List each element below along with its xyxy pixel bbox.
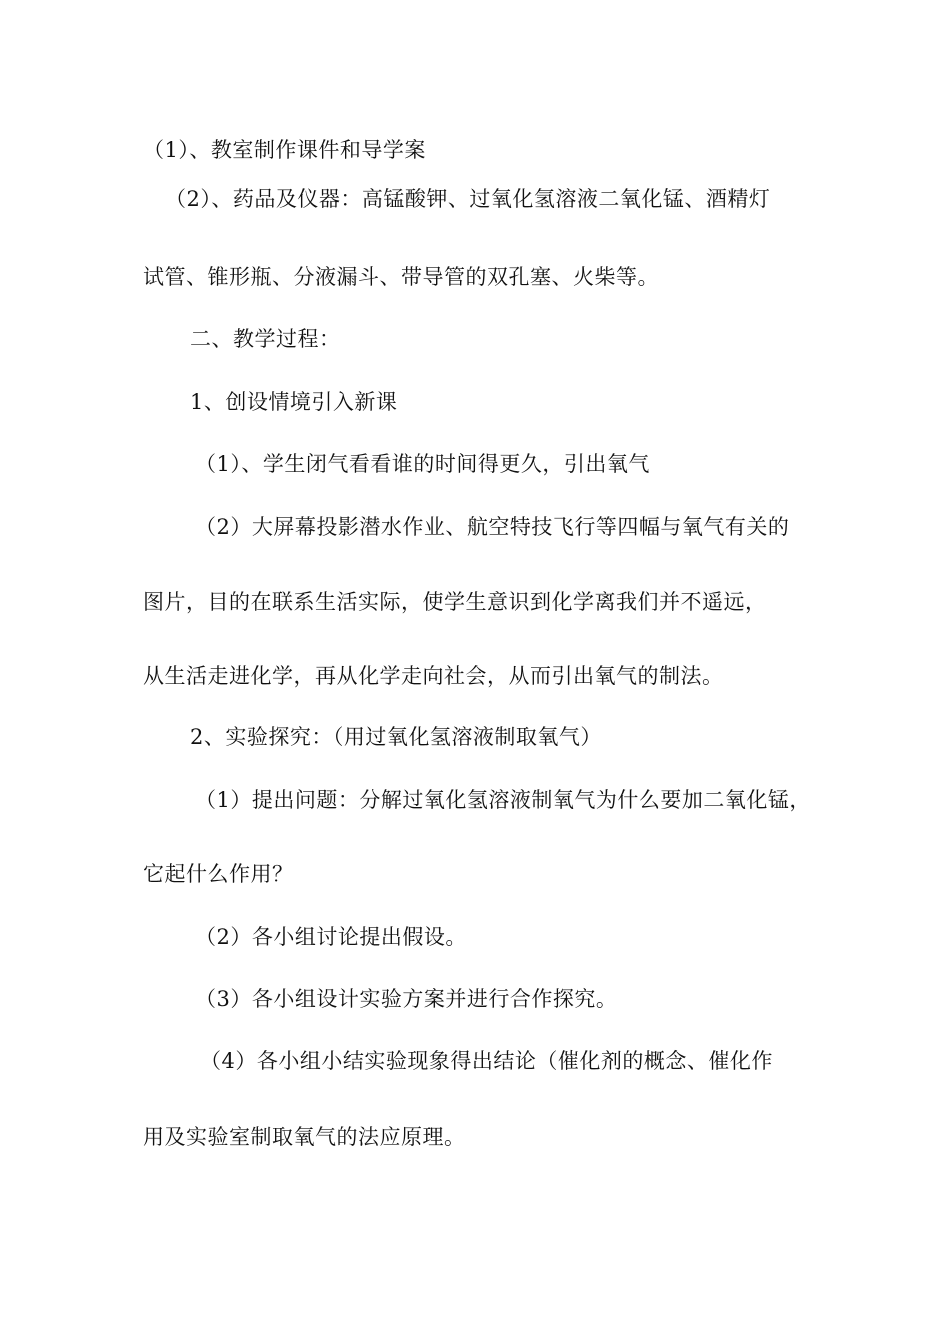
text-line-projection: （2）大屏幕投影潜水作业、航空特技飞行等四幅与氧气有关的: [195, 515, 790, 539]
text-line-projection-continued: 图片，目的在联系生活实际，使学生意识到化学离我们并不遥远，: [143, 590, 767, 614]
subheading-experiment-inquiry: 2、实验探究：（用过氧化氢溶液制取氧气）: [190, 725, 602, 749]
text-line-raise-question-end: 它起什么作用？: [143, 862, 294, 886]
text-line-group-conclusion-end: 用及实验室制取氧气的法应原理。: [143, 1125, 466, 1149]
subheading-create-scenario: 1、创设情境引入新课: [190, 390, 398, 414]
section-heading-teaching-process: 二、教学过程：: [190, 327, 341, 351]
text-line-chemicals-instruments: （2）、药品及仪器：高锰酸钾、过氧化氢溶液二氧化锰、酒精灯: [165, 187, 771, 211]
text-line-materials-courseware: （1）、教室制作课件和导学案: [143, 138, 426, 162]
text-line-group-hypothesis: （2）各小组讨论提出假设。: [195, 925, 467, 949]
text-line-group-conclusion: （4）各小组小结实验现象得出结论（催化剂的概念、催化作: [200, 1049, 773, 1073]
text-line-hold-breath: （1）、学生闭气看看谁的时间得更久，引出氧气: [195, 452, 650, 476]
text-line-projection-end: 从生活走进化学，再从化学走向社会，从而引出氧气的制法。: [143, 664, 724, 688]
text-line-raise-question: （1）提出问题：分解过氧化氢溶液制氧气为什么要加二氧化锰，: [195, 788, 811, 812]
text-line-group-design: （3）各小组设计实验方案并进行合作探究。: [195, 987, 618, 1011]
text-line-chemicals-continued: 试管、锥形瓶、分液漏斗、带导管的双孔塞、火柴等。: [143, 265, 659, 289]
